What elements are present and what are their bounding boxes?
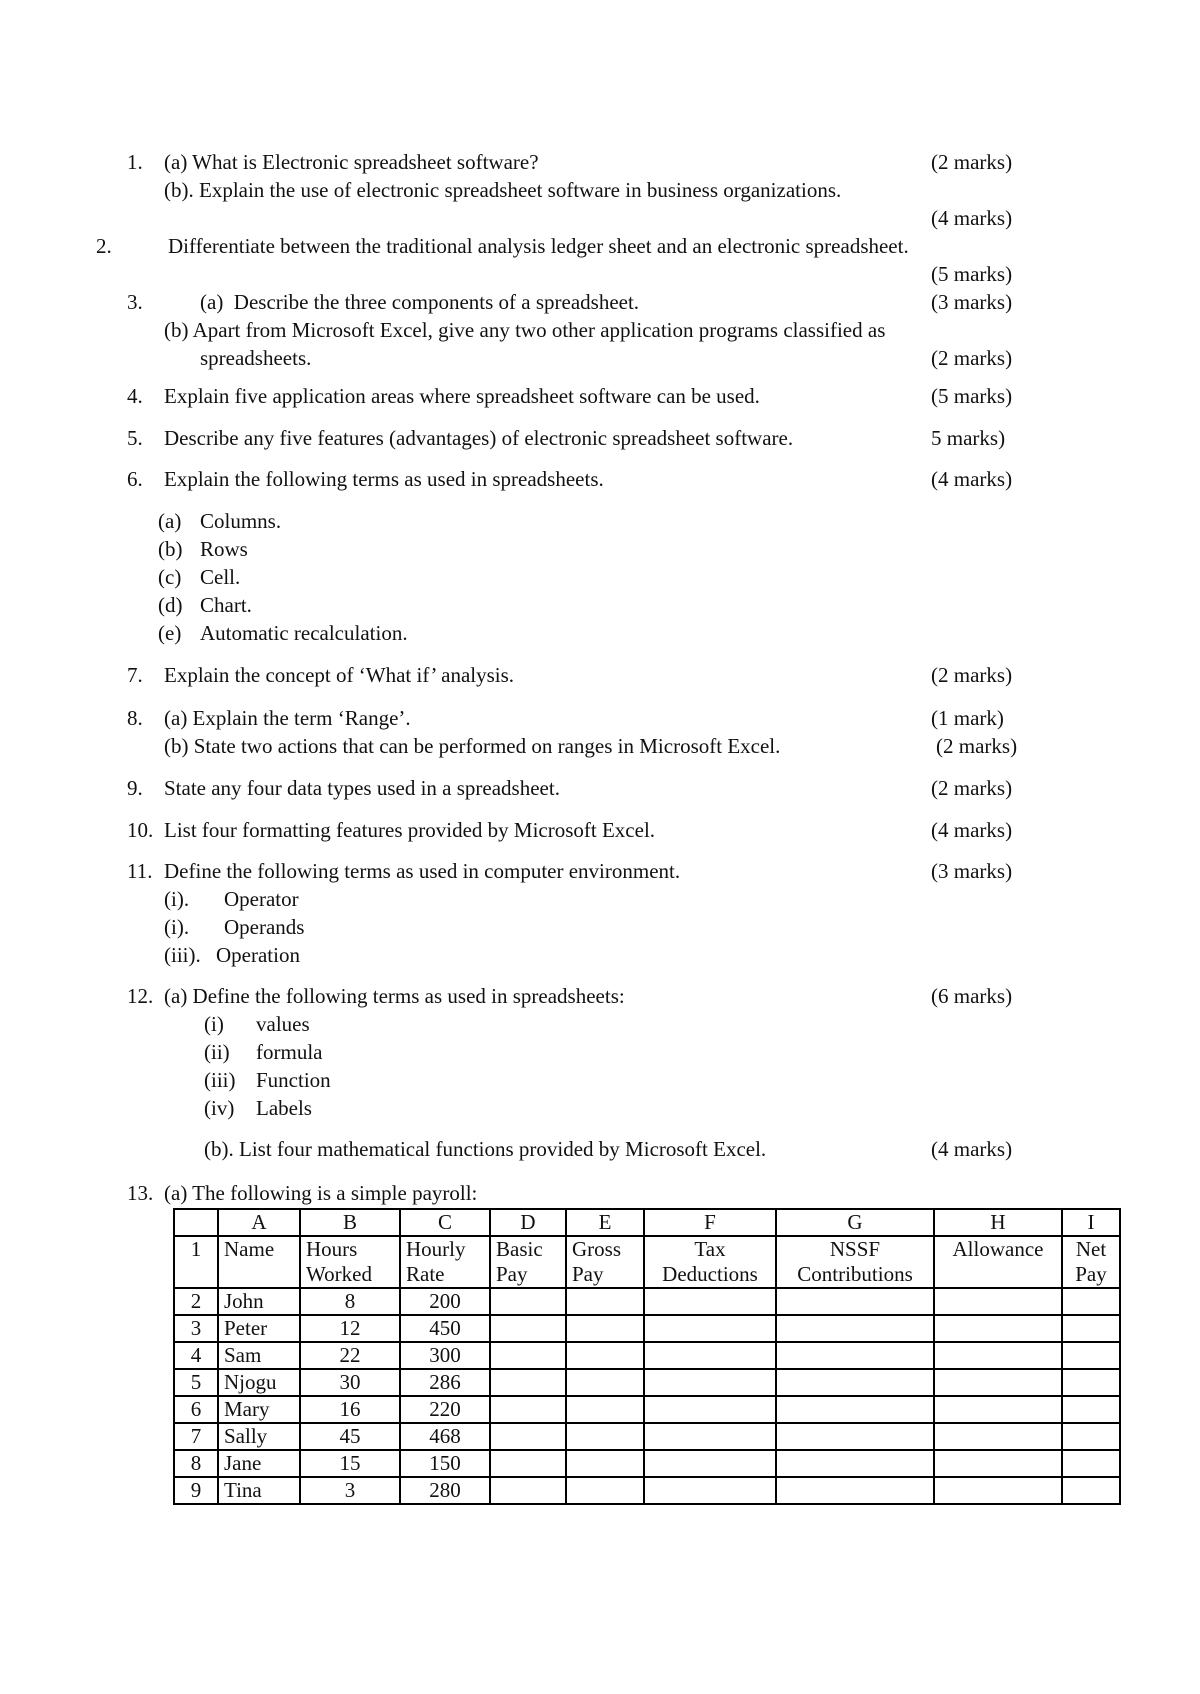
q9-text: State any four data types used in a spreadsheet. [164, 776, 560, 800]
name-cell: John [218, 1288, 300, 1315]
q2-marks: (5 marks) [931, 262, 1013, 286]
header-line1: Net [1075, 1237, 1107, 1261]
empty-cell [566, 1450, 644, 1477]
q3-number: 3. [127, 290, 143, 314]
table-row [174, 1396, 1120, 1423]
column-letter: I [1062, 1209, 1120, 1236]
empty-cell [776, 1423, 934, 1450]
column-letter: D [490, 1209, 566, 1236]
empty-cell [566, 1396, 644, 1423]
empty-cell [566, 1423, 644, 1450]
empty-cell [1062, 1342, 1120, 1369]
q6-marks: (4 marks) [931, 467, 1013, 491]
empty-cell [934, 1477, 1062, 1504]
row-number: 4 [174, 1342, 218, 1369]
empty-cell [644, 1423, 776, 1450]
q12a-marks: (6 marks) [931, 984, 1013, 1008]
row-number: 6 [174, 1396, 218, 1423]
header-line2: Worked [306, 1262, 372, 1286]
q6-item-label: (d) [158, 593, 183, 617]
empty-cell [1062, 1396, 1120, 1423]
empty-cell [934, 1315, 1062, 1342]
q1b-marks: (4 marks) [931, 206, 1013, 230]
q12-item-label: (i) [204, 1012, 224, 1036]
rate-cell: 450 [400, 1315, 490, 1342]
rate-cell: 280 [400, 1477, 490, 1504]
q3a-text: (a) Describe the three components of a spreadsheet. [200, 290, 640, 314]
empty-cell [776, 1450, 934, 1477]
q10-text: List four formatting features provided by Microsoft Excel. [164, 818, 656, 842]
q13-number: 13. [127, 1181, 154, 1205]
q12b-text: (b). List four mathematical functions provided by Microsoft Excel. [204, 1137, 767, 1161]
empty-cell [566, 1315, 644, 1342]
table-row [174, 1288, 1120, 1315]
q11-item-label: (i). [164, 887, 190, 911]
header-row [174, 1236, 1120, 1288]
row-number: 3 [174, 1315, 218, 1342]
q6-item-text: Automatic recalculation. [200, 621, 408, 645]
empty-cell [776, 1477, 934, 1504]
q10-number: 10. [127, 818, 154, 842]
q5-text: Describe any five features (advantages) of electronic spreadsheet software. [164, 426, 794, 450]
name-cell: Njogu [218, 1369, 300, 1396]
q8a-text: (a) Explain the term ‘Range’. [164, 706, 411, 730]
empty-cell [934, 1288, 1062, 1315]
q8-number: 8. [127, 706, 143, 730]
empty-cell [644, 1396, 776, 1423]
empty-cell [934, 1396, 1062, 1423]
q12-item-text: values [256, 1012, 310, 1036]
empty-cell [644, 1369, 776, 1396]
header-line1: Allowance [952, 1237, 1044, 1261]
header-line1: NSSF [829, 1237, 881, 1261]
empty-cell [490, 1288, 566, 1315]
q6-item-text: Rows [200, 537, 248, 561]
q12b-marks: (4 marks) [931, 1137, 1013, 1161]
q12-item-text: Labels [256, 1096, 312, 1120]
hours-cell: 45 [300, 1423, 400, 1450]
empty-cell [644, 1315, 776, 1342]
empty-cell [490, 1450, 566, 1477]
header-cell [776, 1236, 934, 1288]
q1a-text: (a) What is Electronic spreadsheet software? [164, 150, 539, 174]
q9-marks: (2 marks) [931, 776, 1013, 800]
q11-item-text: Operands [224, 915, 305, 939]
header-line1: 1 [190, 1237, 202, 1261]
hours-cell: 15 [300, 1450, 400, 1477]
row-number: 7 [174, 1423, 218, 1450]
hours-cell: 30 [300, 1369, 400, 1396]
empty-cell [934, 1423, 1062, 1450]
q12-item-label: (iv) [204, 1096, 235, 1120]
table-row [174, 1342, 1120, 1369]
empty-cell [1062, 1315, 1120, 1342]
row-number: 8 [174, 1450, 218, 1477]
rate-cell: 468 [400, 1423, 490, 1450]
empty-cell [644, 1342, 776, 1369]
empty-cell [776, 1342, 934, 1369]
empty-cell [776, 1288, 934, 1315]
column-letter: E [566, 1209, 644, 1236]
q12-number: 12. [127, 984, 154, 1008]
table-row [174, 1477, 1120, 1504]
empty-cell [1062, 1423, 1120, 1450]
table-row [174, 1450, 1120, 1477]
q8b-text: (b) State two actions that can be performed on ranges in Microsoft Excel. [164, 734, 781, 758]
q1b-text: (b). Explain the use of electronic spreadsheet software in business organizations. [164, 178, 842, 202]
q6-item-text: Columns. [200, 509, 282, 533]
q6-text: Explain the following terms as used in spreadsheets. [164, 467, 604, 491]
empty-cell [566, 1369, 644, 1396]
q2-number: 2. [96, 234, 112, 258]
empty-cell [490, 1342, 566, 1369]
q3b-marks: (2 marks) [931, 346, 1013, 370]
q12-item-label: (iii) [204, 1068, 236, 1092]
q7-number: 7. [127, 663, 143, 687]
column-letter: F [644, 1209, 776, 1236]
hours-cell: 22 [300, 1342, 400, 1369]
q4-number: 4. [127, 384, 143, 408]
empty-cell [776, 1315, 934, 1342]
corner-cell [174, 1209, 218, 1236]
table-row [174, 1315, 1120, 1342]
header-line2: Pay [572, 1262, 604, 1286]
q11-item-label: (i). [164, 915, 190, 939]
table-row [174, 1423, 1120, 1450]
name-cell: Jane [218, 1450, 300, 1477]
header-cell [644, 1236, 776, 1288]
rate-cell: 150 [400, 1450, 490, 1477]
header-line1: Gross [572, 1237, 622, 1261]
name-cell: Peter [218, 1315, 300, 1342]
empty-cell [1062, 1477, 1120, 1504]
q3b-text-line1: (b) Apart from Microsoft Excel, give any two other application programs classified as [164, 318, 886, 342]
q6-item-label: (e) [158, 621, 182, 645]
row-number [174, 1236, 218, 1288]
header-line1: Basic [496, 1237, 543, 1261]
column-letter: H [934, 1209, 1062, 1236]
rate-cell: 200 [400, 1288, 490, 1315]
header-cell [490, 1236, 566, 1288]
header-cell [300, 1236, 400, 1288]
header-line1: Name [224, 1237, 275, 1261]
empty-cell [644, 1288, 776, 1315]
header-cell [566, 1236, 644, 1288]
empty-cell [644, 1450, 776, 1477]
empty-cell [490, 1315, 566, 1342]
table-row [174, 1369, 1120, 1396]
header-line2: Pay [1075, 1262, 1107, 1286]
rate-cell: 286 [400, 1369, 490, 1396]
q6-item-text: Cell. [200, 565, 241, 589]
name-cell: Sally [218, 1423, 300, 1450]
rate-cell: 300 [400, 1342, 490, 1369]
q1-number: 1. [127, 150, 143, 174]
column-letter: G [776, 1209, 934, 1236]
q8a-marks: (1 mark) [931, 706, 1004, 730]
row-number: 2 [174, 1288, 218, 1315]
empty-cell [490, 1423, 566, 1450]
q6-item-label: (c) [158, 565, 182, 589]
q9-number: 9. [127, 776, 143, 800]
empty-cell [934, 1342, 1062, 1369]
empty-cell [566, 1342, 644, 1369]
payroll-table [173, 1208, 1121, 1505]
column-letter: B [300, 1209, 400, 1236]
empty-cell [1062, 1450, 1120, 1477]
empty-cell [490, 1369, 566, 1396]
hours-cell: 16 [300, 1396, 400, 1423]
q6-number: 6. [127, 467, 143, 491]
empty-cell [566, 1288, 644, 1315]
q10-marks: (4 marks) [931, 818, 1013, 842]
name-cell: Mary [218, 1396, 300, 1423]
q13a-text: (a) The following is a simple payroll: [164, 1181, 478, 1205]
column-letter-row [174, 1209, 1120, 1236]
q11-number: 11. [127, 859, 153, 883]
q2-text: Differentiate between the traditional analysis ledger sheet and an electronic spreadsheet. [168, 234, 909, 258]
q11-marks: (3 marks) [931, 859, 1013, 883]
q7-text: Explain the concept of ‘What if’ analysis. [164, 663, 515, 687]
header-line2: Contributions [797, 1262, 913, 1286]
header-cell [218, 1236, 300, 1288]
q3b-text-line2: spreadsheets. [200, 346, 312, 370]
empty-cell [490, 1396, 566, 1423]
hours-cell: 3 [300, 1477, 400, 1504]
row-number: 5 [174, 1369, 218, 1396]
q12a-text: (a) Define the following terms as used in spreadsheets: [164, 984, 625, 1008]
header-line1: Hourly [406, 1237, 466, 1261]
header-cell [934, 1236, 1062, 1288]
hours-cell: 12 [300, 1315, 400, 1342]
q11-item-text: Operation [216, 943, 300, 967]
header-cell [1062, 1236, 1120, 1288]
header-line1: Tax [694, 1237, 726, 1261]
name-cell: Tina [218, 1477, 300, 1504]
q12-item-label: (ii) [204, 1040, 230, 1064]
q4-marks: (5 marks) [931, 384, 1013, 408]
name-cell: Sam [218, 1342, 300, 1369]
empty-cell [644, 1477, 776, 1504]
empty-cell [566, 1477, 644, 1504]
empty-cell [934, 1369, 1062, 1396]
q7-marks: (2 marks) [931, 663, 1013, 687]
header-line1: Hours [306, 1237, 358, 1261]
q6-item-text: Chart. [200, 593, 252, 617]
q3a-marks: (3 marks) [931, 290, 1013, 314]
q6-item-label: (b) [158, 537, 183, 561]
empty-cell [490, 1477, 566, 1504]
q11-item-label: (iii). [164, 943, 201, 967]
q6-item-label: (a) [158, 509, 182, 533]
header-line2: Pay [496, 1262, 528, 1286]
row-number: 9 [174, 1477, 218, 1504]
q5-number: 5. [127, 426, 143, 450]
q11-item-text: Operator [224, 887, 299, 911]
q1a-marks: (2 marks) [931, 150, 1013, 174]
empty-cell [1062, 1288, 1120, 1315]
q12-item-text: formula [256, 1040, 323, 1064]
q11-text: Define the following terms as used in computer environment. [164, 859, 681, 883]
hours-cell: 8 [300, 1288, 400, 1315]
empty-cell [934, 1450, 1062, 1477]
q5-marks: 5 marks) [931, 426, 1006, 450]
header-line2: Rate [406, 1262, 445, 1286]
q4-text: Explain five application areas where spreadsheet software can be used. [164, 384, 760, 408]
q8b-marks: (2 marks) [936, 734, 1018, 758]
q12-item-text: Function [256, 1068, 331, 1092]
column-letter: C [400, 1209, 490, 1236]
rate-cell: 220 [400, 1396, 490, 1423]
empty-cell [1062, 1369, 1120, 1396]
header-line2: Deductions [662, 1262, 758, 1286]
column-letter: A [218, 1209, 300, 1236]
empty-cell [776, 1396, 934, 1423]
header-cell [400, 1236, 490, 1288]
empty-cell [776, 1369, 934, 1396]
